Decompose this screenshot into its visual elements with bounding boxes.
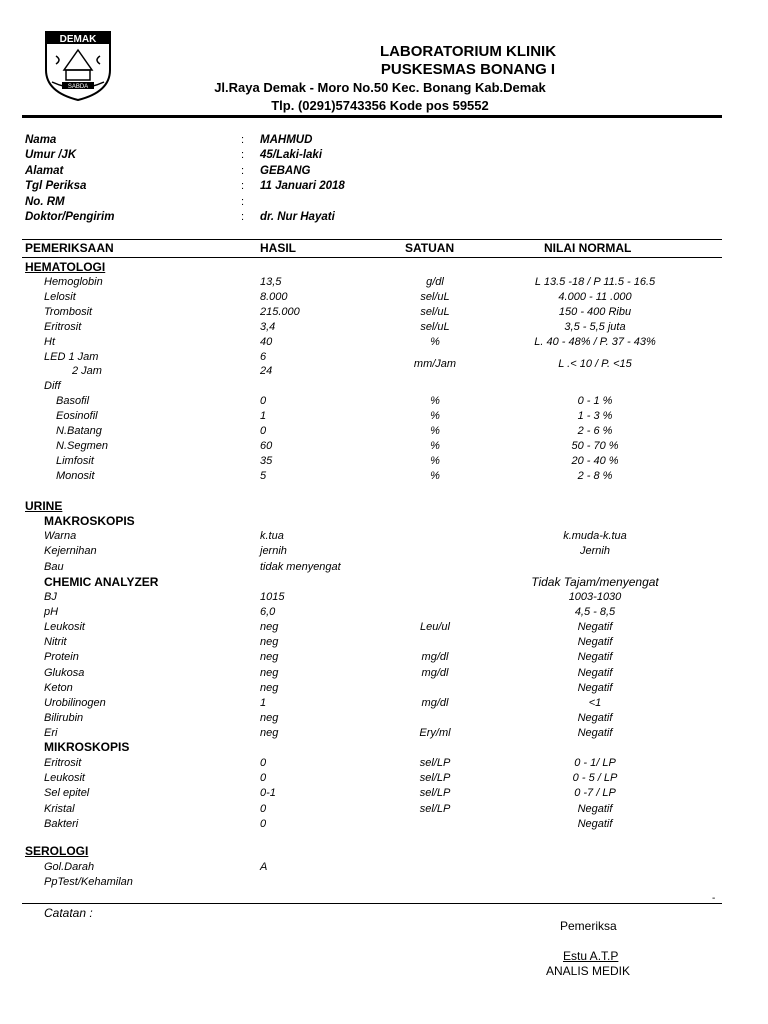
- normal-value: Negatif: [577, 711, 613, 724]
- result-value: 6,0: [260, 606, 276, 619]
- unit-value: sel/LP: [419, 772, 451, 785]
- normal-value: 0 - 5 / LP: [572, 772, 618, 785]
- result-value: neg: [260, 636, 279, 649]
- unit-value: %: [430, 439, 440, 452]
- exam-name: Protein: [44, 651, 79, 664]
- col-exam: PEMERIKSAAN: [25, 241, 114, 255]
- normal-value: Negatif: [577, 802, 613, 815]
- logo-text: DEMAK: [59, 34, 97, 45]
- exam-name: pH: [44, 606, 59, 619]
- patient-value: MAHMUD: [260, 134, 313, 146]
- result-value: 215.000: [260, 305, 300, 318]
- normal-value: 2 - 6 %: [577, 425, 613, 437]
- table-row: [0, 651, 768, 666]
- patient-colon: :: [241, 211, 245, 223]
- result-value: k.tua: [260, 530, 284, 542]
- table-header-rule: [22, 257, 722, 258]
- table-row: [0, 470, 768, 485]
- exam-name: Kejernihan: [44, 545, 97, 558]
- exam-name: N.Batang: [56, 425, 102, 437]
- table-row: [0, 682, 768, 697]
- section-makroskopis: MAKROSKOPIS: [44, 514, 135, 528]
- result-value: 1: [260, 410, 267, 423]
- catatan-label: Catatan :: [44, 906, 93, 920]
- exam-name: LED 1 Jam: [44, 350, 99, 363]
- result-value: 40: [260, 335, 273, 348]
- table-row: [0, 530, 768, 545]
- pemeriksa-label: Pemeriksa: [560, 919, 617, 933]
- unit-value: %: [430, 395, 440, 408]
- exam-name: 2 Jam: [72, 365, 102, 378]
- exam-name: Eritrosit: [44, 320, 82, 333]
- unit-value: mg/dl: [421, 696, 449, 709]
- normal-value: 0 - 1/ LP: [574, 757, 616, 769]
- result-value: 0: [260, 395, 267, 408]
- table-row: [0, 365, 768, 380]
- table-row: [0, 380, 768, 395]
- result-value: neg: [260, 621, 279, 634]
- table-row: [0, 455, 768, 470]
- exam-name: Limfosit: [56, 454, 94, 467]
- normal-value: Negatif: [577, 817, 613, 830]
- exam-name: Hemoglobin: [44, 276, 103, 288]
- patient-value: dr. Nur Hayati: [260, 211, 335, 223]
- chemic-normal: Tidak Tajam/menyengat: [531, 575, 659, 589]
- table-row: [0, 667, 768, 682]
- normal-value: <1: [588, 696, 602, 709]
- exam-name: Leukosit: [44, 772, 85, 785]
- normal-value: 1003-1030: [568, 591, 622, 603]
- table-row: [0, 561, 768, 576]
- normal-value: 2 - 8 %: [577, 469, 613, 482]
- exam-name: Lelosit: [44, 290, 76, 303]
- unit-value: g/dl: [426, 276, 444, 288]
- section-hematologi: HEMATOLOGI: [25, 260, 106, 274]
- patient-label: Tgl Periksa: [25, 180, 87, 193]
- exam-name: Bakteri: [44, 817, 79, 830]
- table-row: [0, 321, 768, 336]
- exam-name: Urobilinogen: [44, 696, 106, 709]
- table-row: [0, 803, 768, 818]
- normal-value: 1 - 3 %: [577, 410, 613, 423]
- normal-value: 0 - 1 %: [577, 395, 613, 408]
- patient-colon: :: [241, 180, 245, 193]
- examiner-role: ANALIS MEDIK: [546, 964, 631, 978]
- table-row: [0, 336, 768, 351]
- patient-colon: :: [241, 164, 245, 177]
- exam-name: Nitrit: [44, 636, 67, 649]
- table-row: [0, 727, 768, 742]
- address: Jl.Raya Demak - Moro No.50 Kec. Bonang Kab.Demak: [214, 80, 546, 95]
- patient-colon: :: [241, 134, 245, 146]
- section-chemic: CHEMIC ANALYZER: [44, 575, 159, 589]
- table-row: [0, 410, 768, 425]
- examiner-name: Estu A.T.P: [563, 949, 619, 963]
- normal-value: 3,5 - 5,5 juta: [564, 320, 626, 333]
- exam-name: Warna: [44, 530, 77, 542]
- exam-name: Kristal: [44, 802, 75, 815]
- exam-name: Bilirubin: [44, 711, 84, 724]
- table-row: [0, 876, 768, 891]
- table-row: [0, 621, 768, 636]
- led-normal: L .< 10 / P. <15: [558, 358, 632, 370]
- table-top-rule: [22, 239, 722, 240]
- phone: Tlp. (0291)5743356 Kode pos 59552: [271, 98, 489, 113]
- result-value: neg: [260, 726, 279, 739]
- unit-value: sel/uL: [420, 305, 450, 318]
- table-row: [0, 440, 768, 455]
- result-value: 1015: [260, 591, 285, 603]
- patient-colon: :: [241, 149, 245, 162]
- patient-value: GEBANG: [260, 164, 311, 177]
- col-unit: SATUAN: [405, 241, 455, 255]
- logo-banner: SABDA: [67, 84, 89, 90]
- table-row: [0, 757, 768, 772]
- result-value: neg: [260, 651, 279, 664]
- result-value: jernih: [260, 545, 287, 558]
- footer-rule: [22, 903, 722, 904]
- normal-value: k.muda-k.tua: [563, 530, 627, 542]
- result-value: 60: [260, 439, 273, 452]
- table-row: [0, 861, 768, 876]
- unit-value: mg/dl: [421, 651, 449, 664]
- normal-value: Negatif: [577, 651, 613, 664]
- result-value: 8.000: [260, 290, 288, 303]
- normal-value: Negatif: [577, 621, 613, 634]
- exam-name: Eri: [44, 726, 58, 739]
- unit-value: %: [430, 335, 440, 348]
- table-row: [0, 712, 768, 727]
- normal-value: 150 - 400 Ribu: [558, 305, 632, 318]
- patient-label: Alamat: [25, 164, 64, 177]
- puskesmas-title: PUSKESMAS BONANG I: [380, 61, 556, 78]
- exam-name: PpTest/Kehamilan: [44, 876, 133, 888]
- result-value: tidak menyengat: [260, 560, 341, 573]
- table-row: [0, 636, 768, 651]
- normal-value: Negatif: [577, 666, 613, 679]
- table-row: [0, 276, 768, 291]
- table-row: [0, 606, 768, 621]
- exam-name: Bau: [44, 560, 64, 573]
- unit-value: %: [430, 469, 440, 482]
- table-row: [0, 425, 768, 440]
- normal-value: 4,5 - 8,5: [574, 606, 616, 619]
- exam-name: Eosinofil: [56, 410, 98, 423]
- section-serologi: SEROLOGI: [25, 844, 89, 858]
- result-value: neg: [260, 666, 279, 679]
- result-value: 35: [260, 454, 273, 467]
- result-value: neg: [260, 681, 279, 694]
- table-row: [0, 697, 768, 712]
- table-row: [0, 787, 768, 802]
- unit-value: sel/LP: [419, 802, 451, 815]
- unit-value: sel/uL: [420, 320, 450, 333]
- table-row: [0, 545, 768, 560]
- result-value: 24: [260, 365, 273, 378]
- exam-name: Gol.Darah: [44, 861, 95, 873]
- normal-value: Negatif: [577, 636, 613, 649]
- normal-value: L 13.5 -18 / P 11.5 - 16.5: [534, 276, 656, 288]
- table-row: [0, 291, 768, 306]
- exam-name: Monosit: [56, 469, 95, 482]
- exam-name: Trombosit: [44, 305, 93, 318]
- patient-value: 11 Januari 2018: [260, 180, 345, 193]
- normal-value: 50 - 70 %: [571, 439, 619, 452]
- result-value: 0-1: [260, 787, 276, 800]
- exam-name: N.Segmen: [56, 439, 108, 452]
- exam-name: Keton: [44, 681, 73, 694]
- exam-name: Sel epitel: [44, 787, 90, 800]
- unit-value: Ery/ml: [419, 726, 451, 739]
- unit-value: %: [430, 425, 440, 437]
- exam-name: Glukosa: [44, 666, 85, 679]
- table-row: [0, 772, 768, 787]
- patient-label: Nama: [25, 134, 57, 146]
- lab-title: LABORATORIUM KLINIK: [379, 43, 557, 60]
- exam-name: Basofil: [56, 395, 90, 408]
- exam-name: BJ: [44, 591, 57, 603]
- table-row: [0, 591, 768, 606]
- col-normal: NILAI NORMAL: [544, 241, 632, 255]
- unit-value: mg/dl: [421, 666, 449, 679]
- patient-label: No. RM: [25, 195, 65, 208]
- unit-value: %: [430, 410, 440, 423]
- normal-value: 0 -7 / LP: [574, 787, 616, 800]
- table-row: [0, 351, 768, 366]
- patient-value: 45/Laki-laki: [260, 149, 323, 162]
- result-value: 13,5: [260, 276, 282, 288]
- result-value: 0: [260, 757, 267, 769]
- exam-name: Leukosit: [44, 621, 85, 634]
- patient-label: Doktor/Pengirim: [25, 211, 115, 223]
- result-value: neg: [260, 711, 279, 724]
- result-value: 1: [260, 696, 267, 709]
- table-row: [0, 395, 768, 410]
- table-row: [0, 818, 768, 833]
- unit-value: sel/LP: [419, 787, 451, 800]
- result-value: 0: [260, 817, 267, 830]
- normal-value: Negatif: [577, 681, 613, 694]
- exam-name: Ht: [44, 335, 55, 348]
- patient-colon: :: [241, 195, 245, 208]
- result-value: 6: [260, 350, 267, 363]
- exam-name: Diff: [44, 380, 61, 393]
- section-mikroskopis: MIKROSKOPIS: [44, 740, 130, 754]
- unit-value: Leu/ul: [420, 621, 450, 634]
- normal-value: L. 40 - 48% / P. 37 - 43%: [534, 335, 656, 348]
- normal-value: 4.000 - 11 .000: [558, 290, 632, 303]
- table-row: [0, 306, 768, 321]
- result-value: 3,4: [260, 320, 276, 333]
- section-urine: URINE: [25, 499, 63, 513]
- unit-value: %: [430, 454, 440, 467]
- normal-value: Jernih: [580, 545, 610, 558]
- unit-value: sel/uL: [420, 290, 450, 303]
- unit-value: sel/LP: [419, 757, 451, 769]
- result-value: 0: [260, 802, 267, 815]
- exam-name: Eritrosit: [44, 757, 82, 769]
- footer-mark: -: [712, 893, 716, 904]
- normal-value: 20 - 40 %: [571, 454, 619, 467]
- patient-label: Umur /JK: [25, 149, 77, 162]
- col-result: HASIL: [260, 241, 296, 255]
- normal-value: Negatif: [577, 726, 613, 739]
- result-value: 0: [260, 772, 267, 785]
- header-divider: [22, 115, 722, 118]
- result-value: A: [260, 861, 268, 873]
- result-value: 5: [260, 469, 267, 482]
- led-unit: mm/Jam: [413, 358, 457, 370]
- result-value: 0: [260, 425, 267, 437]
